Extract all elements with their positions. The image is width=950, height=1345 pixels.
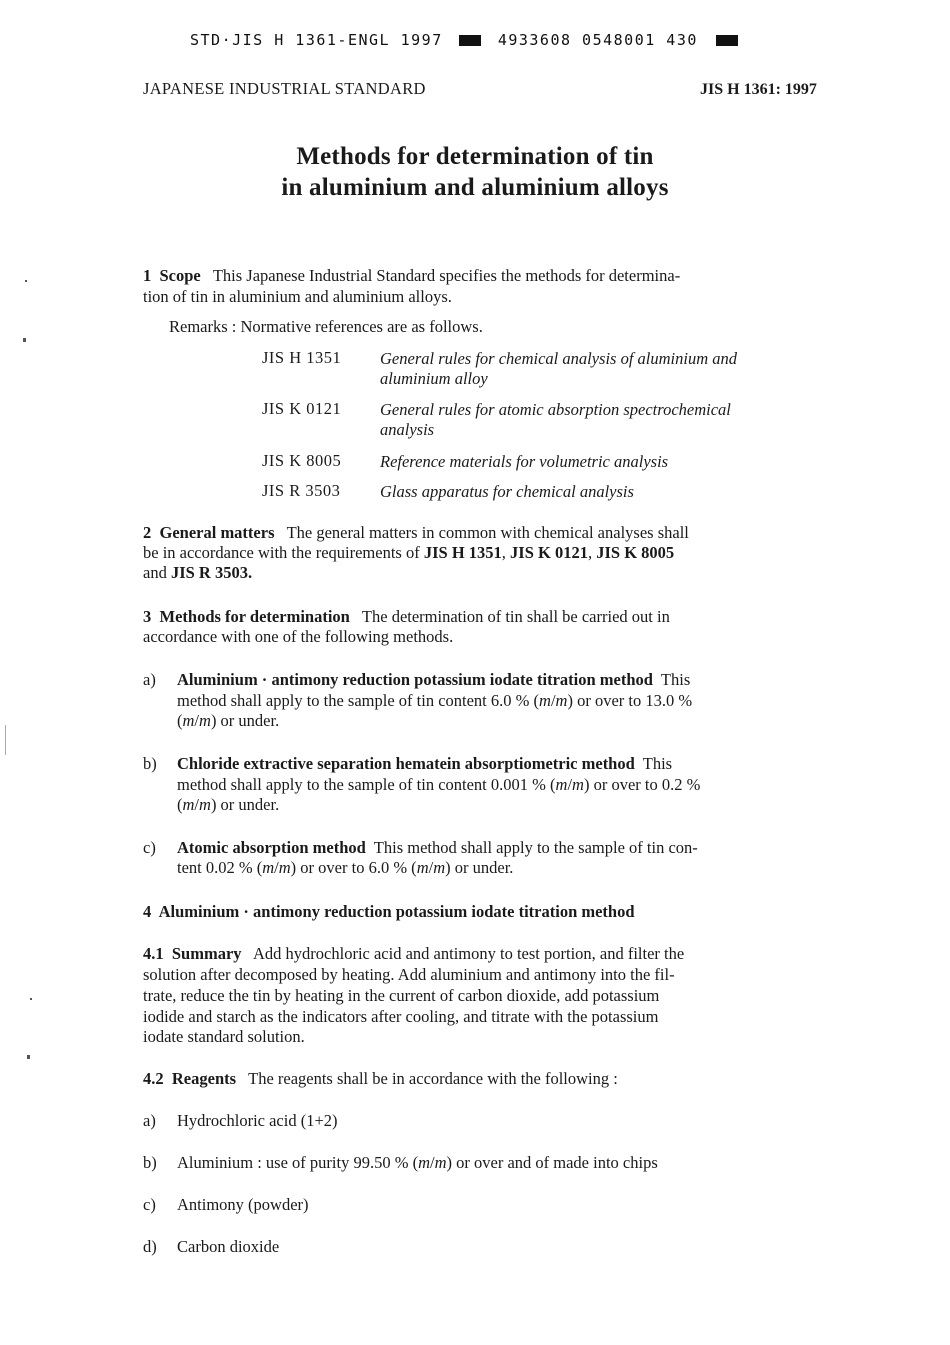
summary-text-4: iodide and starch as the indicators after cooling, and titrate with the potassium	[143, 1007, 659, 1026]
reagent-item: Aluminium : use of purity 99.50 % (m/m) or over and of made into chips	[177, 1153, 658, 1172]
summary-heading: Summary	[171, 944, 242, 963]
scan-speck	[5, 725, 6, 755]
serial-prefix: STD·JIS H 1361-ENGL 1997	[190, 31, 443, 49]
general-ref: JIS K 8005	[596, 543, 675, 562]
ref-code: JIS H 1351	[262, 348, 342, 367]
general-text-2: be in accordance with the requirements of JIS H 1351, JIS K 0121, JIS K 8005	[143, 543, 675, 562]
scan-speck	[30, 998, 32, 1000]
barcode-block-end	[716, 35, 738, 46]
summary-number: 4.1	[143, 944, 164, 963]
ref-title: Glass apparatus for chemical analysis	[380, 482, 634, 501]
ref-title: General rules for chemical analysis of aluminium and	[380, 349, 738, 368]
title-line-2: in aluminium and aluminium alloys	[281, 174, 669, 201]
method-item	[177, 754, 861, 775]
methods-text-2: accordance with one of the following methods.	[143, 627, 454, 646]
scope-heading: Scope	[159, 266, 201, 285]
reagent-label: d)	[143, 1237, 157, 1256]
scope-remarks: Remarks : Normative references are as follows.	[169, 317, 483, 336]
methods-heading: Methods for determination	[159, 607, 350, 626]
general-text-1: The general matters in common with chemical analyses shall	[286, 523, 689, 542]
method-label: c)	[143, 838, 156, 857]
methods-section	[143, 607, 859, 628]
summary-text-3: trate, reduce the tin by heating in the current of carbon dioxide, add potassium	[143, 986, 660, 1005]
method-name: Chloride extractive separation hematein absorptiometric method	[177, 754, 635, 773]
reagent-label: a)	[143, 1111, 156, 1130]
general-number: 2	[143, 523, 152, 542]
method-text-3: (m/m) or under.	[177, 711, 280, 730]
standard-label: JAPANESE INDUSTRIAL STANDARD	[143, 79, 426, 98]
method-text-2: method shall apply to the sample of tin content 0.001 % (m/m) or over to 0.2 %	[177, 775, 701, 794]
scope-number: 1	[143, 266, 152, 285]
serial-number: 4933608 0548001 430	[497, 31, 698, 49]
reagent-label: c)	[143, 1195, 156, 1214]
reagents-section	[143, 1069, 859, 1090]
scan-speck	[23, 338, 26, 342]
serial-line	[190, 31, 744, 49]
scope-text-1: This Japanese Industrial Standard specifies the methods for determina-	[212, 266, 681, 285]
reagents-heading: Reagents	[171, 1069, 237, 1088]
document-title	[0, 141, 950, 203]
method-name: Atomic absorption method	[177, 838, 366, 857]
methods-text-1: The determination of tin shall be carried out in	[361, 607, 670, 626]
ref-code: JIS K 0121	[262, 399, 342, 418]
ref-title: General rules for atomic absorption spectrochemical	[380, 400, 731, 419]
section4-number: 4	[143, 902, 152, 921]
method-text: This method shall apply to the sample of tin con-	[373, 838, 698, 857]
method-text: This	[660, 670, 691, 689]
scope-section	[143, 266, 859, 287]
general-ref: JIS R 3503	[170, 563, 248, 582]
section4-heading	[143, 902, 859, 923]
reagent-item: Carbon dioxide	[177, 1237, 280, 1256]
general-text-3: and JIS R 3503.	[143, 563, 253, 582]
method-item	[177, 670, 861, 691]
ref-title-cont: aluminium alloy	[380, 369, 488, 388]
ref-title-cont: analysis	[380, 420, 435, 439]
ref-title: Reference materials for volumetric analysis	[380, 452, 669, 471]
method-label: a)	[143, 670, 156, 689]
general-ref: JIS H 1351	[423, 543, 502, 562]
method-label: b)	[143, 754, 157, 773]
standard-number: JIS H 1361: 1997	[700, 81, 817, 98]
reagent-label: b)	[143, 1153, 157, 1172]
section4-title: Aluminium · antimony reduction potassium iodate titration method	[158, 902, 635, 921]
general-text-2a: be in accordance with the requirements of	[143, 543, 420, 562]
reagent-item: Antimony (powder)	[177, 1195, 309, 1214]
ref-code: JIS R 3503	[262, 481, 341, 500]
summary-section	[143, 944, 859, 965]
method-name: Aluminium · antimony reduction potassium iodate titration method	[177, 670, 653, 689]
general-text-3a: and	[143, 563, 167, 582]
method-text-3: (m/m) or under.	[177, 795, 280, 814]
reagents-text: The reagents shall be in accordance with the following :	[248, 1069, 618, 1088]
methods-number: 3	[143, 607, 152, 626]
scan-speck	[27, 1055, 30, 1059]
barcode-block	[459, 35, 481, 46]
scan-speck	[25, 280, 27, 282]
method-text: This	[642, 754, 673, 773]
method-text-2: tent 0.02 % (m/m) or over to 6.0 % (m/m) or under.	[177, 858, 514, 877]
summary-text-2: solution after decomposed by heating. Add aluminium and antimony into the fil-	[143, 965, 675, 984]
general-heading: General matters	[159, 523, 275, 542]
general-section	[143, 523, 859, 544]
method-item	[177, 838, 861, 859]
reagent-item: Hydrochloric acid (1+2)	[177, 1111, 338, 1130]
method-text-2: method shall apply to the sample of tin content 6.0 % (m/m) or over to 13.0 %	[177, 691, 693, 710]
scope-text-2: tion of tin in aluminium and aluminium alloys.	[143, 287, 452, 306]
summary-text-5: iodate standard solution.	[143, 1027, 305, 1046]
general-ref: JIS K 0121	[510, 543, 588, 562]
title-line-1: Methods for determination of tin	[296, 143, 654, 170]
ref-code: JIS K 8005	[262, 451, 342, 470]
summary-text-1: Add hydrochloric acid and antimony to test portion, and filter the	[253, 944, 685, 963]
reagents-number: 4.2	[143, 1069, 164, 1088]
